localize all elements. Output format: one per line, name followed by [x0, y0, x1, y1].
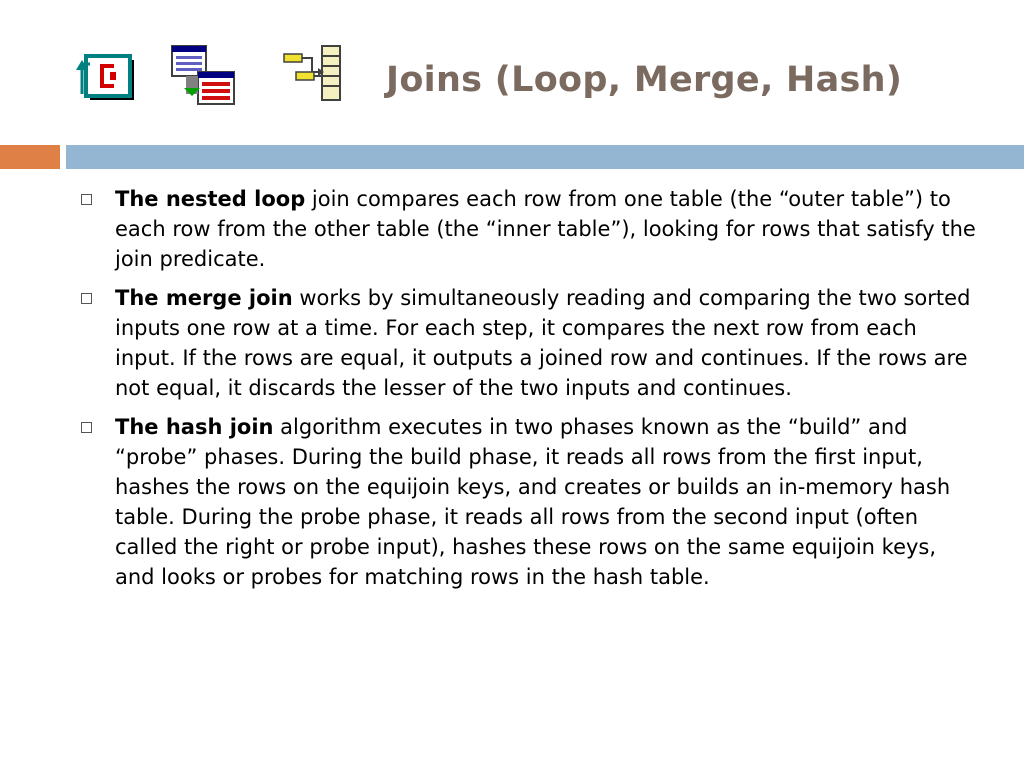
bullet-square-icon: [81, 194, 92, 205]
bullet-body: join compares each row from one table (the “outer table”) to each row from the other table (the “inner table”), looking for rows that satisfy the join predicate.: [115, 187, 976, 271]
hash-match-icon: [282, 44, 344, 102]
bullet-lead: The hash join: [115, 415, 274, 439]
merge-join-icon: [170, 44, 236, 106]
bullet-item-merge-join: [80, 283, 980, 403]
accent-bar-blue: [66, 145, 1024, 169]
bullet-list: [80, 184, 980, 601]
bullet-body: algorithm executes in two phases known as the “build” and “probe” phases. During the build phase, it reads all rows from the first input, hashes the rows on the equijoin keys, and creates or builds an in-memory hash table. During the probe phase, it reads all rows from the second input (often called the right or probe input), hashes these rows on the same equijoin keys, and looks or probes for matching rows in the hash table.: [115, 415, 951, 589]
bullet-square-icon: [81, 293, 92, 304]
bullet-lead: The merge join: [115, 286, 293, 310]
accent-bar-orange: [0, 145, 60, 169]
bullet-body: works by simultaneously reading and comparing the two sorted inputs one row at a time. For each step, it compares the next row from each input. If the rows are equal, it outputs a joined row and continues. If the rows are not equal, it discards the lesser of the two inputs and continues.: [115, 286, 971, 400]
bullet-item-hash-join: [80, 412, 980, 592]
bullet-lead: The nested loop: [115, 187, 306, 211]
nested-loop-join-icon: [76, 50, 136, 102]
bullet-text: [115, 283, 980, 403]
bullet-square-icon: [81, 422, 92, 433]
bullet-text: [115, 184, 980, 274]
bullet-text: [115, 412, 980, 592]
slide-title: Joins (Loop, Merge, Hash): [386, 60, 903, 100]
bullet-item-nested-loop: [80, 184, 980, 274]
